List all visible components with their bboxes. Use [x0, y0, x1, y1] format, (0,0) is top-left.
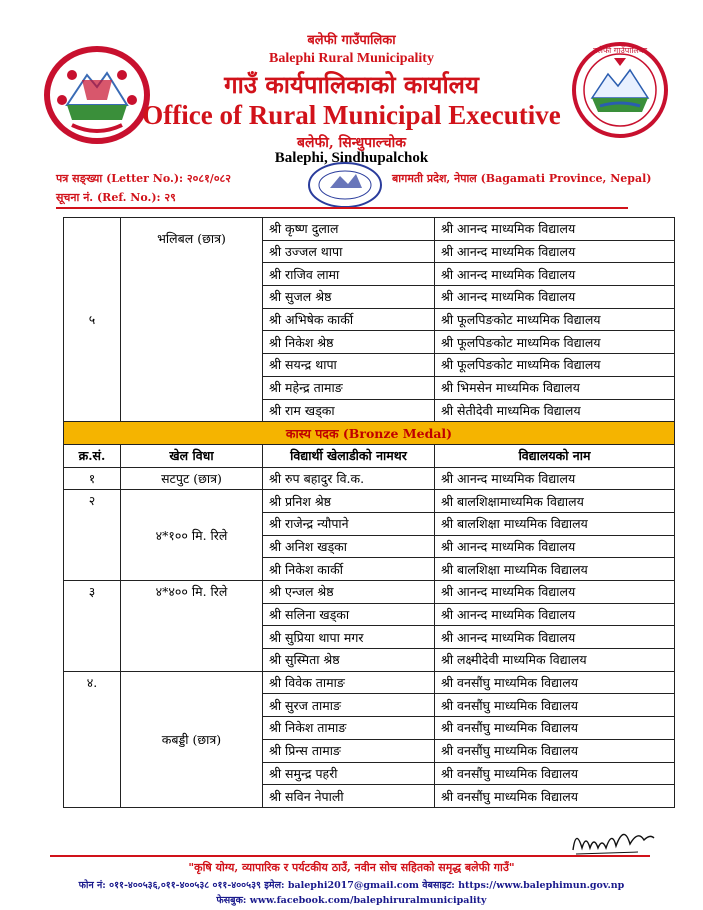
player-name: श्री सुरज तामाङ	[263, 694, 435, 717]
serial-number: ३	[64, 581, 121, 672]
footer-slogan: "कृषि योग्य, व्यापारिक र पर्यटकीय ठाउँ, नवीन सोच सहितको समृद्ध बलेफी गाउँ"	[188, 861, 515, 874]
player-name: श्री सलिना खड्का	[263, 603, 435, 626]
school-name: श्री फूलपिङकोट माध्यमिक विद्यालय	[435, 308, 675, 331]
school-name: श्री फूलपिङकोट माध्यमिक विद्यालय	[435, 354, 675, 377]
player-name: श्री सुप्रिया थापा मगर	[263, 626, 435, 649]
player-name: श्री रुप बहादुर वि.क.	[263, 467, 435, 490]
event-name: ४*४०० मि. रिले	[121, 581, 263, 672]
footer-facebook: फेसबुक: www.facebook.com/balephiruralmunicipality	[216, 895, 487, 906]
bronze-medal-band	[64, 422, 675, 445]
player-name: श्री कृष्ण दुलाल	[263, 218, 435, 241]
school-name: श्री आनन्द माध्यमिक विद्यालय	[435, 535, 675, 558]
bronze-groups	[64, 467, 675, 807]
location-nepali: बलेफी, सिन्धुपाल्चोक	[296, 135, 407, 151]
bronze-medal-label: कास्य पदक (Bronze Medal)	[64, 422, 675, 445]
school-name: श्री वनसौंघु माध्यमिक विद्यालय	[435, 717, 675, 740]
table-row	[64, 467, 675, 490]
letterhead	[0, 0, 703, 215]
volleyball-group	[64, 218, 675, 422]
table-row	[64, 490, 675, 513]
serial-number: १	[64, 467, 121, 490]
school-name: श्री वनसौंघु माध्यमिक विद्यालय	[435, 671, 675, 694]
school-name: श्री बालशिक्षा माध्यमिक विद्यालय	[435, 512, 675, 535]
table-row	[64, 581, 675, 604]
event-name: कबड्डी (छात्र)	[121, 671, 263, 807]
serial-number: ५	[64, 218, 121, 422]
event-name: ४*१०० मि. रिले	[121, 490, 263, 581]
results-table	[63, 217, 675, 808]
player-name: श्री उज्जल थापा	[263, 240, 435, 263]
player-name: श्री महेन्द्र तामाङ	[263, 376, 435, 399]
header-divider	[56, 207, 628, 209]
signature-icon	[568, 820, 658, 860]
province-address: बागमती प्रदेश, नेपाल (Bagamati Province, Nepal)	[392, 172, 652, 185]
serial-number: ४.	[64, 671, 121, 807]
reference-number: सूचना नं. (Ref. No.): २९	[56, 191, 176, 204]
letter-number: पत्र सङ्ख्या (Letter No.): २०८१/०८२	[56, 172, 231, 185]
table-row	[64, 671, 675, 694]
school-name: श्री भिमसेन माध्यमिक विद्यालय	[435, 376, 675, 399]
event-name: भलिबल (छात्र)	[121, 218, 263, 422]
player-name: श्री राजिव लामा	[263, 263, 435, 286]
player-name: श्री निकेश श्रेष्ठ	[263, 331, 435, 354]
player-name: श्री प्रिन्स तामाङ	[263, 739, 435, 762]
player-name: श्री निकेश तामाङ	[263, 717, 435, 740]
office-title-english: Office of Rural Municipal Executive	[142, 100, 561, 130]
player-name: श्री एन्जल श्रेष्ठ	[263, 581, 435, 604]
school-name: श्री आनन्द माध्यमिक विद्यालय	[435, 603, 675, 626]
player-name: श्री राजेन्द्र न्यौपाने	[263, 512, 435, 535]
footer-contact: फोन नं: ०११-४००५३६,०११-४००५३८ ०११-४००५३९ इमेल: balephi2017@gmail.com वेबसाइट: https://www.balephimun.gov.np	[78, 880, 625, 891]
player-name: श्री सयन्द्र थापा	[263, 354, 435, 377]
school-name: श्री सेतीदेवी माध्यमिक विद्यालय	[435, 399, 675, 422]
col-header-school: विद्यालयको नाम	[435, 444, 675, 467]
office-title-nepali: गाउँ कार्यपालिकाको कार्यालय	[224, 70, 479, 99]
player-name: श्री सुजल श्रेष्ठ	[263, 286, 435, 309]
player-name: श्री अभिषेक कार्की	[263, 308, 435, 331]
player-name: श्री विवेक तामाङ	[263, 671, 435, 694]
school-name: श्री वनसौंघु माध्यमिक विद्यालय	[435, 762, 675, 785]
municipality-name-english: Balephi Rural Municipality	[269, 51, 434, 66]
school-name: श्री आनन्द माध्यमिक विद्यालय	[435, 467, 675, 490]
location-english: Balephi, Sindhupalchok	[274, 150, 429, 166]
table-header-row	[64, 444, 675, 467]
school-name: श्री आनन्द माध्यमिक विद्यालय	[435, 286, 675, 309]
table-row	[64, 218, 675, 241]
school-name: श्री लक्ष्मीदेवी माध्यमिक विद्यालय	[435, 649, 675, 672]
school-name: श्री बालशिक्षा माध्यमिक विद्यालय	[435, 558, 675, 581]
school-name: श्री आनन्द माध्यमिक विद्यालय	[435, 626, 675, 649]
footer-divider	[50, 855, 650, 857]
player-name: श्री सुस्मिता श्रेष्ठ	[263, 649, 435, 672]
school-name: श्री आनन्द माध्यमिक विद्यालय	[435, 240, 675, 263]
school-name: श्री फूलपिङकोट माध्यमिक विद्यालय	[435, 331, 675, 354]
player-name: श्री अनिश खड्का	[263, 535, 435, 558]
municipality-name-nepali: बलेफी गाउँपालिका	[307, 33, 396, 48]
logo-ring-text: बलेफी गाउँपालिका	[592, 46, 648, 55]
school-name: श्री वनसौंघु माध्यमिक विद्यालय	[435, 739, 675, 762]
col-header-event: खेल विधा	[121, 444, 263, 467]
player-name: श्री सविन नेपाली	[263, 785, 435, 808]
col-header-player: विद्यार्थी खेलाडीको नामथर	[263, 444, 435, 467]
player-name: श्री निकेश कार्की	[263, 558, 435, 581]
municipality-logo-icon	[570, 40, 670, 140]
office-seal-icon	[300, 160, 390, 210]
player-name: श्री प्रनिश श्रेष्ठ	[263, 490, 435, 513]
serial-number: २	[64, 490, 121, 581]
player-name: श्री समुन्द्र पहरी	[263, 762, 435, 785]
school-name: श्री बालशिक्षामाध्यमिक विद्यालय	[435, 490, 675, 513]
event-name: सटपुट (छात्र)	[121, 467, 263, 490]
school-name: श्री आनन्द माध्यमिक विद्यालय	[435, 263, 675, 286]
school-name: श्री आनन्द माध्यमिक विद्यालय	[435, 218, 675, 241]
school-name: श्री आनन्द माध्यमिक विद्यालय	[435, 581, 675, 604]
school-name: श्री वनसौंघु माध्यमिक विद्यालय	[435, 785, 675, 808]
player-name: श्री राम खड्का	[263, 399, 435, 422]
school-name: श्री वनसौंघु माध्यमिक विद्यालय	[435, 694, 675, 717]
col-header-sn: क्र.सं.	[64, 444, 121, 467]
